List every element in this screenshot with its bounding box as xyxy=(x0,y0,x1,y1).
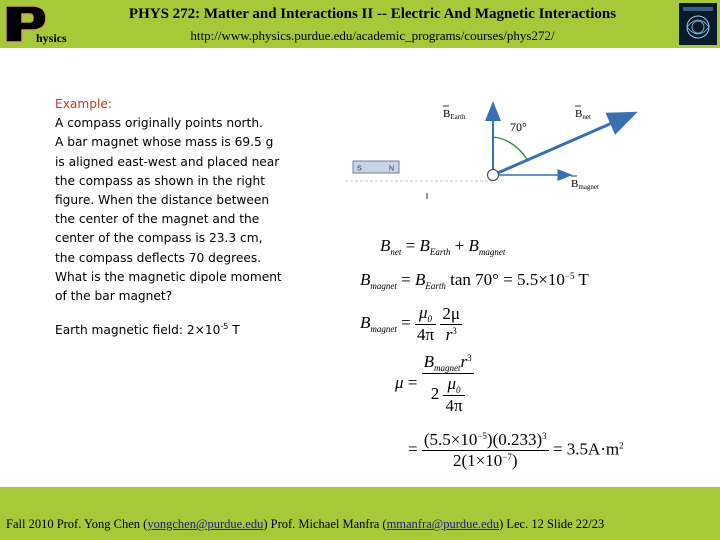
earth-field-note: Earth magnetic field: $2\times 10^{-5}$ T xyxy=(55,322,240,338)
equation-dipole-field: $B_{magnet}$ = $\frac{\mu_0}{4\pi}$ $\frac{2\mu}{r^3}$ xyxy=(360,303,460,344)
magnet-n-pole: N xyxy=(389,165,395,173)
problem-line: A bar magnet whose mass is 69.5 g xyxy=(55,135,274,150)
problem-line: center of the compass is 23.3 cm, xyxy=(55,231,263,246)
compass-vector-diagram xyxy=(345,95,675,205)
footer-text: Fall 2010 Prof. Yong Chen (yongchen@purdue.edu) Prof. Michael Manfra (mmanfra@purdue.edu) Lec. 12 Slide 22/23 xyxy=(6,517,605,531)
email-link-michael-manfra[interactable]: mmanfra@purdue.edu xyxy=(386,517,500,531)
example-label: Example: xyxy=(55,97,112,111)
problem-line: the center of the magnet and the xyxy=(55,212,260,227)
equation-b-magnet: $B_{magnet} = B_{Earth}$ $\tan 70^\circ = 5.5\times 10^{-5}$ T xyxy=(360,270,589,291)
purdue-physics-logo xyxy=(2,2,68,46)
problem-line: A compass originally points north. xyxy=(55,116,263,131)
b-magnet-label: Bmagnet xyxy=(571,178,599,191)
b-earth-label: BEarth xyxy=(443,108,466,121)
course-title: PHYS 272: Matter and Interactions II -- Electric And Magnetic Interactions xyxy=(128,6,617,22)
problem-line: the compass deflects 70 degrees. xyxy=(55,250,262,265)
compass-pivot xyxy=(488,170,499,181)
angle-arc xyxy=(493,137,527,159)
b-net-label: Bnet xyxy=(575,108,591,121)
equation-result: = $\frac{(5.5\times 10^{-5})(0.233)^3}{2(1\times 10^{-7})}$ = $3.5A\cdot m^2$ xyxy=(408,430,624,470)
problem-line: figure. When the distance between xyxy=(55,193,270,208)
problem-line: the compass as shown in the right xyxy=(55,173,265,188)
problem-line: is aligned east-west and placed near xyxy=(55,154,280,169)
angle-label: 70° xyxy=(510,120,527,134)
problem-text xyxy=(55,95,305,306)
department-logo xyxy=(679,3,717,45)
bar-magnet xyxy=(353,161,399,173)
equation-vector-sum: $B_{net} = B_{Earth} + B_{magnet}$ xyxy=(380,236,506,257)
footer-bar xyxy=(0,487,720,540)
header-bar xyxy=(0,0,720,48)
email-link-yong-chen[interactable]: yongchen@purdue.edu xyxy=(147,517,264,531)
magnet-s-pole: S xyxy=(357,165,362,173)
equation-mu: μ = $B_{magnet}r^3$ 2 $\frac{\mu_0}{4\pi}$ xyxy=(395,352,472,415)
svg-text:hysics: hysics xyxy=(36,31,67,45)
problem-line: What is the magnetic dipole moment xyxy=(55,269,282,284)
problem-line: of the bar magnet? xyxy=(55,289,173,304)
course-url[interactable]: http://www.physics.purdue.edu/academic_programs/courses/phys272/ xyxy=(190,28,555,43)
